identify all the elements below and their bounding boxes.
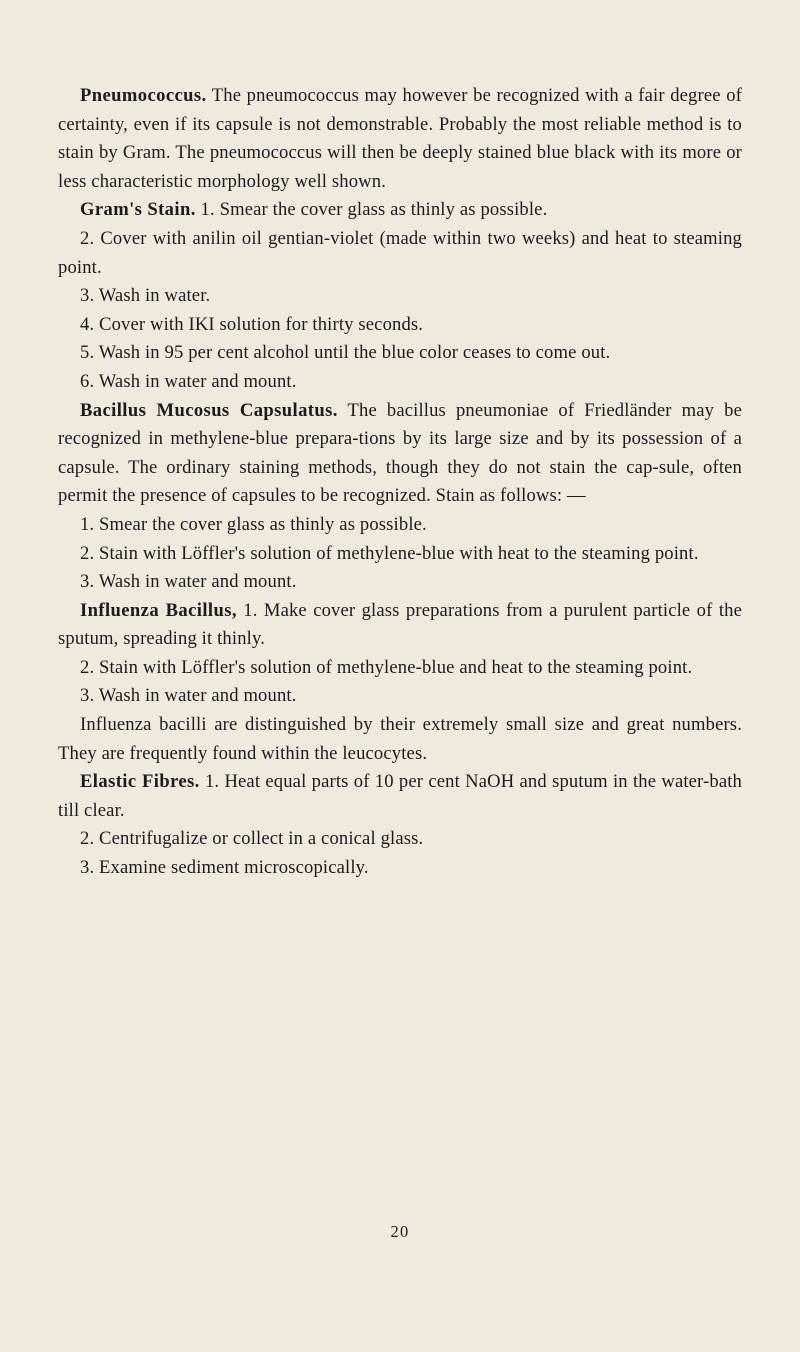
list-item-elastic-step-3: 3. Examine sediment microscopically.	[80, 857, 369, 879]
list-item-grams-step-3: 3. Wash in water.	[80, 285, 211, 307]
list-item-mucosus-step-2: 2. Stain with Löffler's solution of methylene-blue with heat to the steaming point.	[80, 542, 699, 564]
section-body-influenza-bacillus: 1. Make cover glass preparations from a purulent particle of the sputum, spreading it thinly.	[58, 599, 743, 650]
section-heading-influenza-bacillus: Influenza Bacillus,	[80, 599, 237, 621]
list-item-mucosus-step-3: 3. Wash in water and mount.	[80, 571, 297, 593]
list-item-influenza-step-3: 3. Wash in water and mount.	[80, 685, 297, 707]
list-item-elastic-step-2: 2. Centrifugalize or collect in a conical glass.	[80, 828, 424, 850]
list-item-grams-step-6: 6. Wash in water and mount.	[80, 370, 297, 392]
page-number: 20	[390, 1222, 410, 1241]
section-body-bacillus-mucosus-capsulatus: The bacillus pneumoniae of Friedländer may be recognized in methylene-blue prepara-tions by its large size and by its possession of a capsule. The ordinary staining methods, though they do not stain the cap-sule, often permit the presence of capsules to be recognized. Stain as follows: —	[58, 399, 742, 507]
list-item-grams-step-5: 5. Wash in 95 per cent alcohol until the blue color ceases to come out.	[80, 342, 611, 364]
section-body-elastic-fibres: 1. Heat equal parts of 10 per cent NaOH and sputum in the water-bath till clear.	[58, 771, 742, 821]
section-heading-bacillus-mucosus-capsulatus: Bacillus Mucosus Capsulatus.	[80, 399, 338, 421]
paragraph-pneumococcus	[58, 82, 742, 196]
section-heading-grams-stain: Gram's Stain.	[80, 199, 196, 221]
page-body-text	[58, 82, 742, 883]
paragraph-grams-stain	[58, 196, 742, 225]
paragraph-bacillus-mucosus-capsulatus	[58, 397, 742, 511]
paragraph-influenza-note: Influenza bacilli are distinguished by their extremely small size and great numbers. They are frequently found within the leucocytes.	[58, 714, 742, 764]
section-heading-pneumococcus: Pneumococcus.	[80, 85, 207, 106]
section-body-grams-stain: 1. Smear the cover glass as thinly as possible.	[195, 199, 548, 221]
section-body-pneumococcus: The pneumococcus may however be recognized with a fair degree of certainty, even if its capsule is not demonstrable. Probably the most reliable method is to stain by Gram. The pneumococcus will then be deeply stained blue black with its more or less characteristic morphology well shown.	[58, 85, 742, 192]
list-item-influenza-step-2: 2. Stain with Löffler's solution of methylene-blue and heat to the steaming point.	[80, 656, 693, 678]
paragraph-influenza-bacillus	[58, 597, 742, 654]
paragraph-elastic-fibres	[58, 768, 742, 825]
list-item-grams-step-4: 4. Cover with IKI solution for thirty seconds.	[80, 313, 424, 335]
list-item-mucosus-step-1: 1. Smear the cover glass as thinly as possible.	[80, 513, 427, 535]
list-item-grams-step-2: 2. Cover with anilin oil gentian-violet (made within two weeks) and heat to steaming point.	[58, 227, 742, 278]
section-heading-elastic-fibres: Elastic Fibres.	[80, 771, 200, 793]
